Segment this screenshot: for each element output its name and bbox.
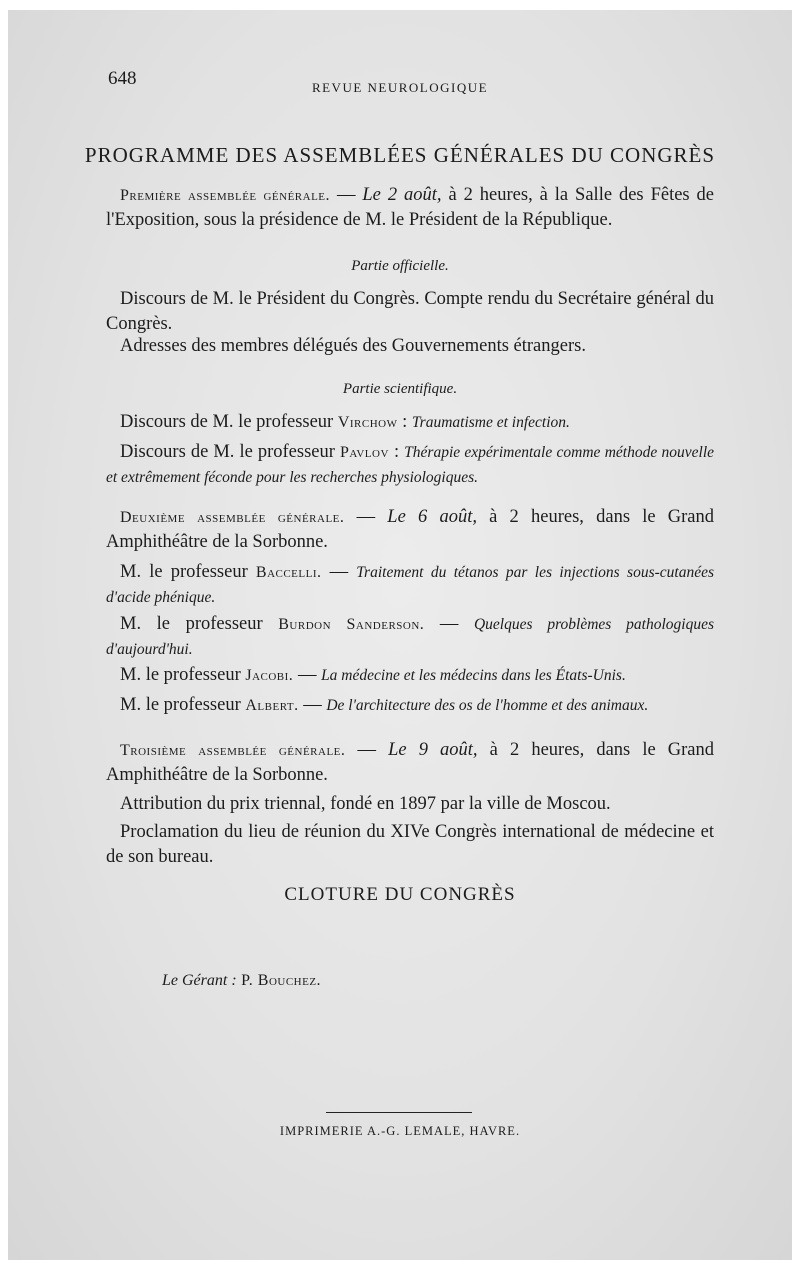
page-number: 648 (108, 68, 137, 89)
talk-prefix: M. le professeur (120, 665, 246, 685)
talk-prefix: M. le professeur (120, 614, 279, 634)
third-assembly-dash: — (345, 740, 389, 760)
speaker-name: Virchow (337, 414, 398, 431)
third-assembly-paragraph (106, 738, 714, 788)
second-assembly-paragraph (106, 505, 714, 555)
talk-sep: — (293, 665, 322, 685)
printer-imprint: IMPRIMERIE A.-G. LEMALE, HAVRE. (279, 1124, 521, 1138)
official-part-title: Partie officielle. (351, 258, 449, 274)
speech-topic: Thérapie expérimentale comme méthode nouvelle et extrêmement féconde pour les recherches physiologiques. (106, 444, 715, 486)
second-assembly-label: Deuxième assemblée générale. (120, 509, 345, 526)
page-title: PROGRAMME DES ASSEMBLÉES GÉNÉRALES DU CONGRÈS (84, 143, 716, 167)
speech-prefix: Discours de M. le professeur (120, 442, 340, 462)
talk-topic: Quelques problèmes pathologiques d'aujourd'hui. (106, 616, 715, 658)
third-assembly-date: Le 9 août, (388, 740, 478, 760)
signature-name: P. Bouchez. (236, 972, 322, 989)
speech-pavlov (106, 440, 714, 490)
speaker-name: Baccelli. (255, 564, 322, 581)
talk-topic: De l'architecture des os de l'homme et des animaux. (326, 697, 649, 714)
talk-prefix: M. le professeur (120, 562, 256, 582)
talk-sep: — (321, 562, 357, 582)
running-head: REVUE NEUROLOGIQUE (311, 80, 489, 95)
speech-prefix: Discours de M. le professeur (120, 412, 338, 432)
first-assembly-date: Le 2 août, (362, 185, 442, 205)
speaker-name: Pavlov (339, 444, 389, 461)
third-assembly-text: à 2 heures, dans le Grand Amphithéâtre de la Sorbonne. (106, 740, 715, 785)
speech-sep: : (388, 442, 405, 462)
speaker-name: Jacobi. (245, 667, 294, 684)
talk-topic: La médecine et les médecins dans les États-Unis. (321, 667, 626, 684)
second-assembly-text: à 2 heures, dans le Grand Amphithéâtre de la Sorbonne. (106, 507, 714, 552)
official-item-1: Discours de M. le Président du Congrès. Compte rendu du Secrétaire général du Congrès. (106, 289, 714, 334)
divider-rule (326, 1112, 472, 1113)
talk-sep: — (298, 695, 327, 715)
third-item-2: Proclamation du lieu de réunion du XIVe Congrès international de médecine et de son bureau. (106, 822, 714, 867)
talk-jacobi (106, 663, 714, 688)
third-assembly-label: Troisième assemblée générale. (120, 742, 346, 759)
first-assembly-label: Première assemblée générale. (120, 187, 331, 204)
first-assembly-paragraph (106, 183, 714, 233)
speaker-name: Albert. (245, 697, 299, 714)
third-item-1: Attribution du prix triennal, fondé en 1897 par la ville de Moscou. (120, 794, 611, 814)
second-assembly-date: Le 6 août, (387, 507, 477, 527)
talk-burdon-sanderson (106, 612, 714, 662)
speech-sep: : (397, 412, 412, 432)
first-assembly-dash: — (330, 185, 363, 205)
second-assembly-dash: — (344, 507, 388, 527)
talk-sep: — (424, 614, 474, 634)
scientific-part-title: Partie scientifique. (342, 381, 458, 397)
official-item-2: Adresses des membres délégués des Gouvernements étrangers. (120, 336, 586, 356)
first-assembly-text: à 2 heures, à la Salle des Fêtes de l'Exposition, sous la présidence de M. le Président de la République. (106, 185, 715, 230)
talk-topic: Traitement du tétanos par les injections sous-cutanées d'acide phénique. (106, 564, 715, 606)
speech-topic: Traumatisme et infection. (411, 414, 570, 431)
talk-baccelli (106, 560, 714, 610)
speaker-name: Burdon Sanderson. (278, 616, 425, 633)
talk-prefix: M. le professeur (120, 695, 246, 715)
closing-title: CLOTURE DU CONGRÈS (284, 884, 516, 905)
speech-virchow (106, 410, 714, 435)
signature-line (162, 972, 321, 990)
talk-albert (106, 693, 714, 718)
signature-label: Le Gérant : (162, 972, 237, 989)
